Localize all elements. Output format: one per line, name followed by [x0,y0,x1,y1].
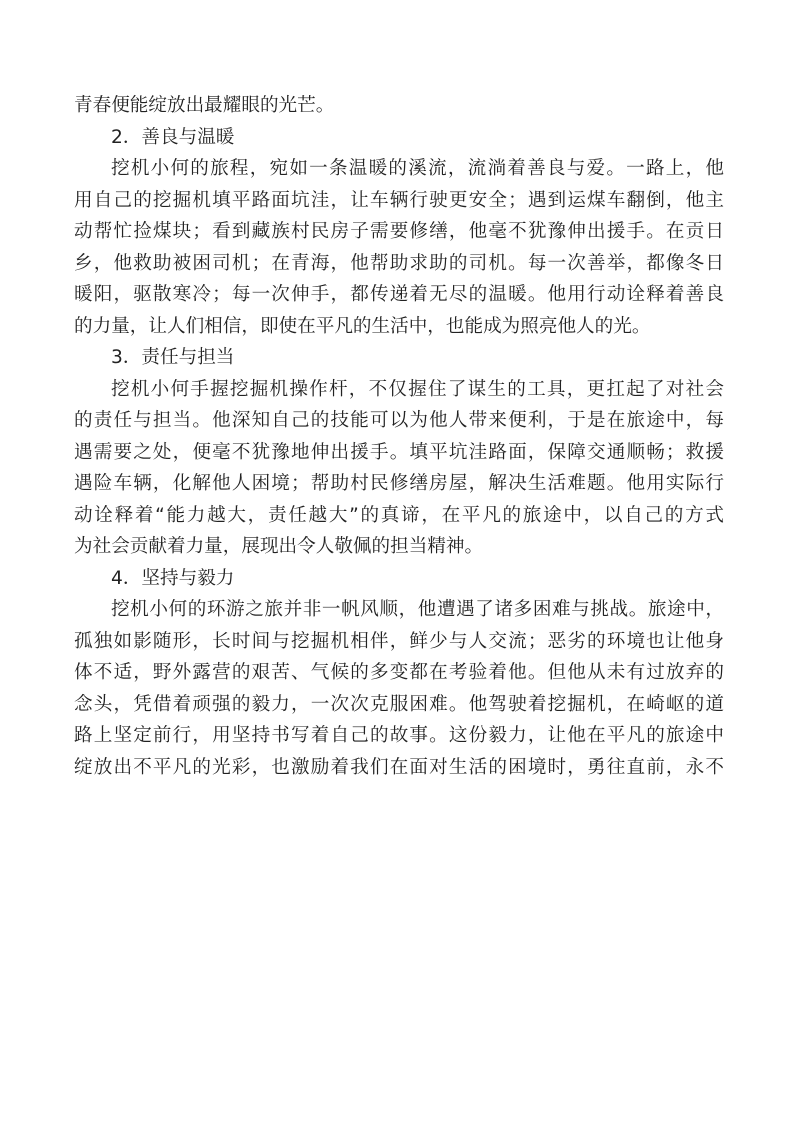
paragraph-line: 为社会贡献着力量，展现出令人敬佩的担当精神。 [74,536,484,557]
intro-line: 青春便能绽放出最耀眼的光芒。 [74,95,335,116]
paragraph-line: 路上坚定前行，用坚持书写着自己的故事。这份毅力，让他在平凡的旅途中 [74,725,724,746]
paragraph-line: 遇险车辆，化解他人困境；帮助村民修缮房屋，解决生活难题。他用实际行 [74,473,724,494]
section-heading-responsibility: 3．责任与担当 [111,347,235,368]
paragraph-line: 挖机小何的旅程，宛如一条温暖的溪流，流淌着善良与爱。一路上，他 [111,158,724,179]
paragraph-line: 用自己的挖掘机填平路面坑洼，让车辆行驶更安全；遇到运煤车翻倒，他主 [74,189,724,211]
paragraph-line: 动诠释着“能力越大，责任越大”的真谛，在平凡的旅途中，以自己的方式 [74,504,724,526]
paragraph-line: 遇需要之处，便毫不犹豫地伸出援手。填平坑洼路面，保障交通顺畅；救援 [74,441,724,463]
paragraph-line: 孤独如影随形，长时间与挖掘机相伴，鲜少与人交流；恶劣的环境也让他身 [74,630,724,652]
paragraph-line: 的责任与担当。他深知自己的技能可以为他人带来便利，于是在旅途中，每 [74,410,724,431]
section-heading-perseverance: 4．坚持与毅力 [111,567,235,589]
document-body [74,90,724,783]
paragraph-line: 动帮忙捡煤块；看到藏族村民房子需要修缮，他毫不犹豫伸出援手。在贡日 [74,221,724,242]
paragraph-line: 念头，凭借着顽强的毅力，一次次克服困难。他驾驶着挖掘机，在崎岖的道 [74,693,724,715]
paragraph-line: 挖机小何的环游之旅并非一帆风顺，他遭遇了诸多困难与挑战。旅途中， [111,599,724,620]
paragraph-line: 暖阳，驱散寒冷；每一次伸手，都传递着无尽的温暖。他用行动诠释着善良 [74,284,724,305]
paragraph-line: 乡，他救助被困司机；在青海，他帮助求助的司机。每一次善举，都像冬日 [74,252,724,274]
paragraph-line: 的力量，让人们相信，即使在平凡的生活中，也能成为照亮他人的光。 [74,315,651,337]
paragraph-line: 体不适，野外露营的艰苦、气候的多变都在考验着他。但他从未有过放弃的 [74,662,724,683]
section-heading-kindness: 2．善良与温暖 [111,126,235,148]
paragraph-line: 挖机小何手握挖掘机操作杆，不仅握住了谋生的工具，更扛起了对社会 [111,378,724,400]
paragraph-line: 绽放出不平凡的光彩，也激励着我们在面对生活的困境时，勇往直前，永不 [74,756,724,778]
